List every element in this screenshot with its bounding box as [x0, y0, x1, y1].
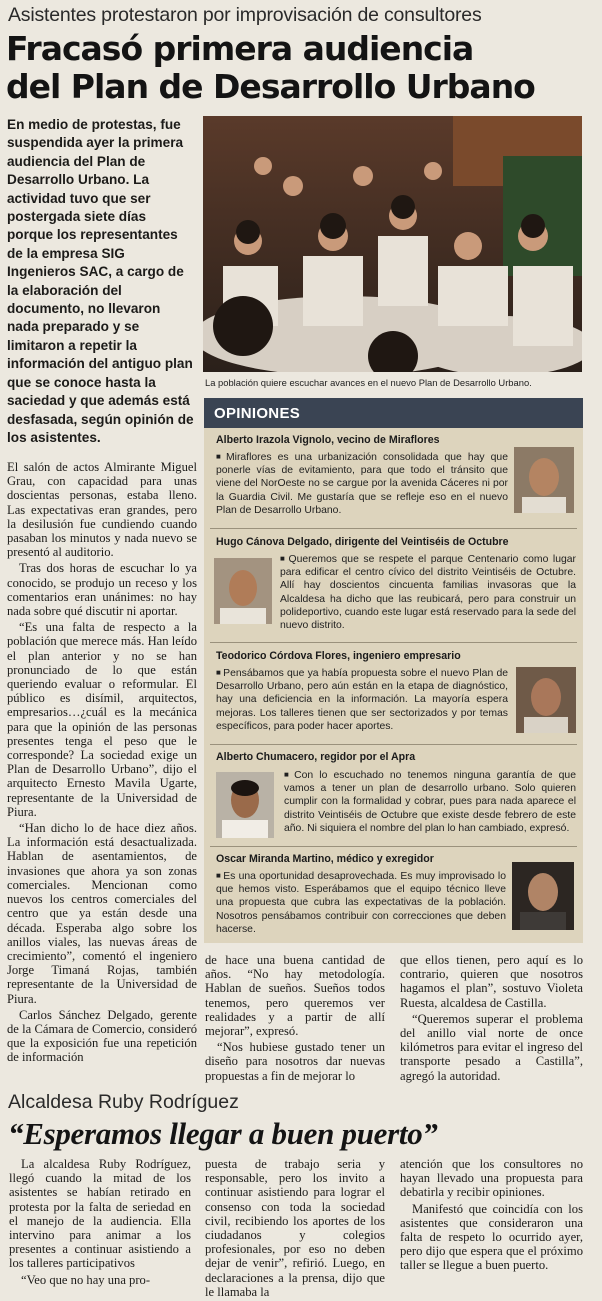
- photo-caption: La población quiere escuchar avances en el nuevo Plan de Desarrollo Urbano.: [205, 377, 532, 388]
- opinion-text-body: Es una oportunidad desaprovechada. Es muy improvisado lo que hemos visto. Esperábamos que el equipo técnico lleve una propuesta que cubra las expectativas de la población. Nosotros pensábamos contribuir con correcciones que deben hacerse.: [216, 871, 506, 935]
- body-paragraph: atención que los consultores no hayan llevado una propuesta para debatirla y recibir opiniones.: [400, 1157, 583, 1200]
- portrait-photo: [216, 772, 274, 838]
- body-paragraph: “Han dicho lo de hace diez años. La información está desactualizada. Hablan de asentamientos, de invasiones que ahora ya son zonas comerciales. Mencionan como nuevos los centros comerciales del centro que ya están desde una década. Esperaba algo sobre los anillos viales, las nuevas áreas de crecimiento”, comentó el ingeniero Jorge Timaná Rojas, también representante de la Universidad de Piura.: [7, 821, 197, 1006]
- body-paragraph: “Nos hubiese gustado tener un diseño para nosotros dar nuevas propuestas a fin de mejorar lo: [205, 1040, 385, 1083]
- body-paragraph: “Queremos superar el problema del anillo vial norte de once kilómetros para evitar el ingreso del transporte pesado a Castilla”, agregó la autoridad.: [400, 1011, 583, 1083]
- sub-column-2: [205, 1157, 385, 1301]
- portrait-illustration: [516, 667, 576, 733]
- sub-column-3: [400, 1157, 583, 1275]
- portrait-photo: [512, 862, 574, 930]
- opinion-text-body: Con lo escuchado no tenemos ninguna garantía de que vamos a tener un plan de desarrollo urbano. Solo quieren cumplir con la formalidad y cobrar, pues para nada aparece el distrito Veintiséis de Octubre que existe desde febrero de este año. Ni siquiera el nombre del plan lo han cambiado, expresó.: [284, 770, 576, 834]
- body-paragraph: El salón de actos Almirante Miguel Grau, con capacidad para unas doscientas personas, estaba lleno. Las expectativas eran grandes, pero la desilusión fue cundiendo cuando pasaban los minutos y nada nuevo se presentó al auditorio.: [7, 460, 197, 560]
- opinion-divider: [210, 846, 577, 847]
- crowd-photo-illustration: [203, 116, 582, 372]
- opinion-name: Alberto Irazola Vignolo, vecino de Miraflores: [216, 434, 440, 446]
- body-paragraph: “Veo que no hay una pro-: [21, 1272, 151, 1287]
- portrait-photo: [516, 667, 576, 733]
- body-paragraph: Manifestó que coincidía con los asistentes que consideraron una falta de respeto lo ocurrido ayer, pero dijo que espera que el próximo taller se llegue a buen puerto.: [400, 1201, 583, 1273]
- body-paragraph: Tras dos horas de escuchar lo ya conocido, se produjo un receso y los comentarios eran unánimes: no hay nada sobre qué discutir ni aportar.: [7, 561, 197, 619]
- opinion-name: Oscar Miranda Martino, médico y exregidor: [216, 853, 434, 865]
- opinion-text-body: Queremos que se respete el parque Centenario como lugar para edificar el centro cívico del distrito Veintiséis de Octubre. Allí hay doscientos cincuenta familias invasoras que la Alcaldesa ha dicho que las reubicará, pero para construir un polideportivo, cuando este lugar está reservado para la sede del nuevo distrito.: [280, 554, 576, 632]
- opinion-divider: [210, 744, 577, 745]
- body-paragraph: “Es una falta de respecto a la población que merece más. Han leído el plan anterior y no se han pronunciado de lo que están queriendo evaluar o reformular. El público es disímil, arquitectos, empresarios…¿cuál es la mecánica para que la opinión de las personas presentes tenga el peso que le corresponde? La sociedad exige un Plan de Desarrollo Urbano”, dijo el arquitecto Ernesto Mavila Ugarte, representante de la Universidad de Piura.: [7, 620, 197, 819]
- opinion-text: [280, 552, 576, 632]
- opinion-text: [216, 450, 508, 517]
- opinion-text: [216, 869, 506, 936]
- headline-line-2: del Plan de Desarrollo Urbano: [6, 67, 535, 106]
- bullet-icon: [216, 452, 226, 463]
- portrait-illustration: [512, 862, 574, 930]
- opinion-text: [216, 666, 508, 733]
- sub-kicker: Alcaldesa Ruby Rodríguez: [8, 1091, 239, 1113]
- body-paragraph: puesta de trabajo seria y responsable, pero los invito a continuar asistiendo para lograr el consenso con toda la sociedad civil, recibiendo los aportes de los ciudadanos y colegios profesionales, por eso no deben dejar de venir”, refirió. Luego, en declaraciones a la prensa, dijo que le llamaba la: [205, 1157, 385, 1299]
- bullet-icon: [284, 770, 294, 781]
- opinion-name: Alberto Chumacero, regidor por el Apra: [216, 751, 416, 763]
- body-paragraph: Carlos Sánchez Delgado, gerente de la Cámara de Comercio, consideró que la exposición fue una repetición de información: [7, 1007, 197, 1065]
- opinion-text-body: Pensábamos que ya había propuesta sobre el nuevo Plan de Desarrollo Urbano, pero aún están en la etapa de diagnóstico, hay una deficiencia en la información. La mayoría espera mejoras. Los talleres tienen que ser sectorizados y por temas específicos, para poder hacer aportes.: [216, 668, 508, 732]
- portrait-photo: [514, 447, 574, 513]
- body-paragraph: de hace una buena cantidad de años. “No hay metodología. Hablan de sueños. Sueños todos tenemos, pero queremos ver realidades y a partir de allí mejorar”, expresó.: [205, 953, 385, 1039]
- body-paragraph: La alcaldesa Ruby Rodríguez, llegó cuando la mitad de los asistentes se habían retirado en protesta por la falta de seriedad en el manejo de la audiencia. Ella intervino para animar a los presentes a continuar asistiendo a los talleres participativos: [9, 1157, 191, 1271]
- body-column-c: [400, 953, 583, 1085]
- opinion-divider: [210, 642, 577, 643]
- body-paragraph: que ellos tienen, pero aquí es lo contrario, quieren que nosotros hagamos el plan”, sostuvo Violeta Ruesta, alcaldesa de Castilla.: [400, 953, 583, 1010]
- opinion-name: Teodorico Córdova Flores, ingeniero empresario: [216, 650, 461, 662]
- sub-headline: “Esperamos llegar a buen puerto”: [8, 1116, 438, 1151]
- section-kicker: Asistentes protestaron por improvisación de consultores: [8, 4, 482, 26]
- opinion-text-body: Miraflores es una urbanización consolidada que hay que ponerle vías de evitamiento, para que todo el tránsito que viene del NorOeste no se cargue por la avenida Cáceres ni por la Guardia Civil. Me gustaría que se refleje eso en el nuevo Plan de Desarrollo Urbano.: [216, 452, 508, 516]
- portrait-illustration: [216, 772, 274, 838]
- opinion-text: [284, 768, 576, 835]
- lead-paragraph: En medio de protestas, fue suspendida ayer la primera audiencia del Plan de Desarrollo Urbano. La actividad tuvo que ser postergada siete días porque los representantes de la empresa SIG Ingenieros SAC, a cargo de la elaboración del documento, no llevaron nada preparado y se limitaron a repetir la información del antiguo plan que se conoce hasta la saciedad y que además está desfasada, según opinión de los asistentes.: [7, 117, 194, 445]
- opinion-name: Hugo Cánova Delgado, dirigente del Veintiséis de Octubre: [216, 536, 509, 548]
- headline: [6, 30, 600, 106]
- portrait-photo: [214, 558, 272, 624]
- opinions-title: OPINIONES: [214, 405, 301, 422]
- sub-column-1: [9, 1157, 191, 1289]
- opinion-divider: [210, 528, 577, 529]
- headline-line-1: Fracasó primera audiencia: [6, 29, 474, 68]
- portrait-illustration: [214, 558, 272, 624]
- body-column-a: [7, 460, 197, 1067]
- portrait-illustration: [514, 447, 574, 513]
- main-photo: [203, 116, 582, 372]
- body-column-b: [205, 953, 385, 1085]
